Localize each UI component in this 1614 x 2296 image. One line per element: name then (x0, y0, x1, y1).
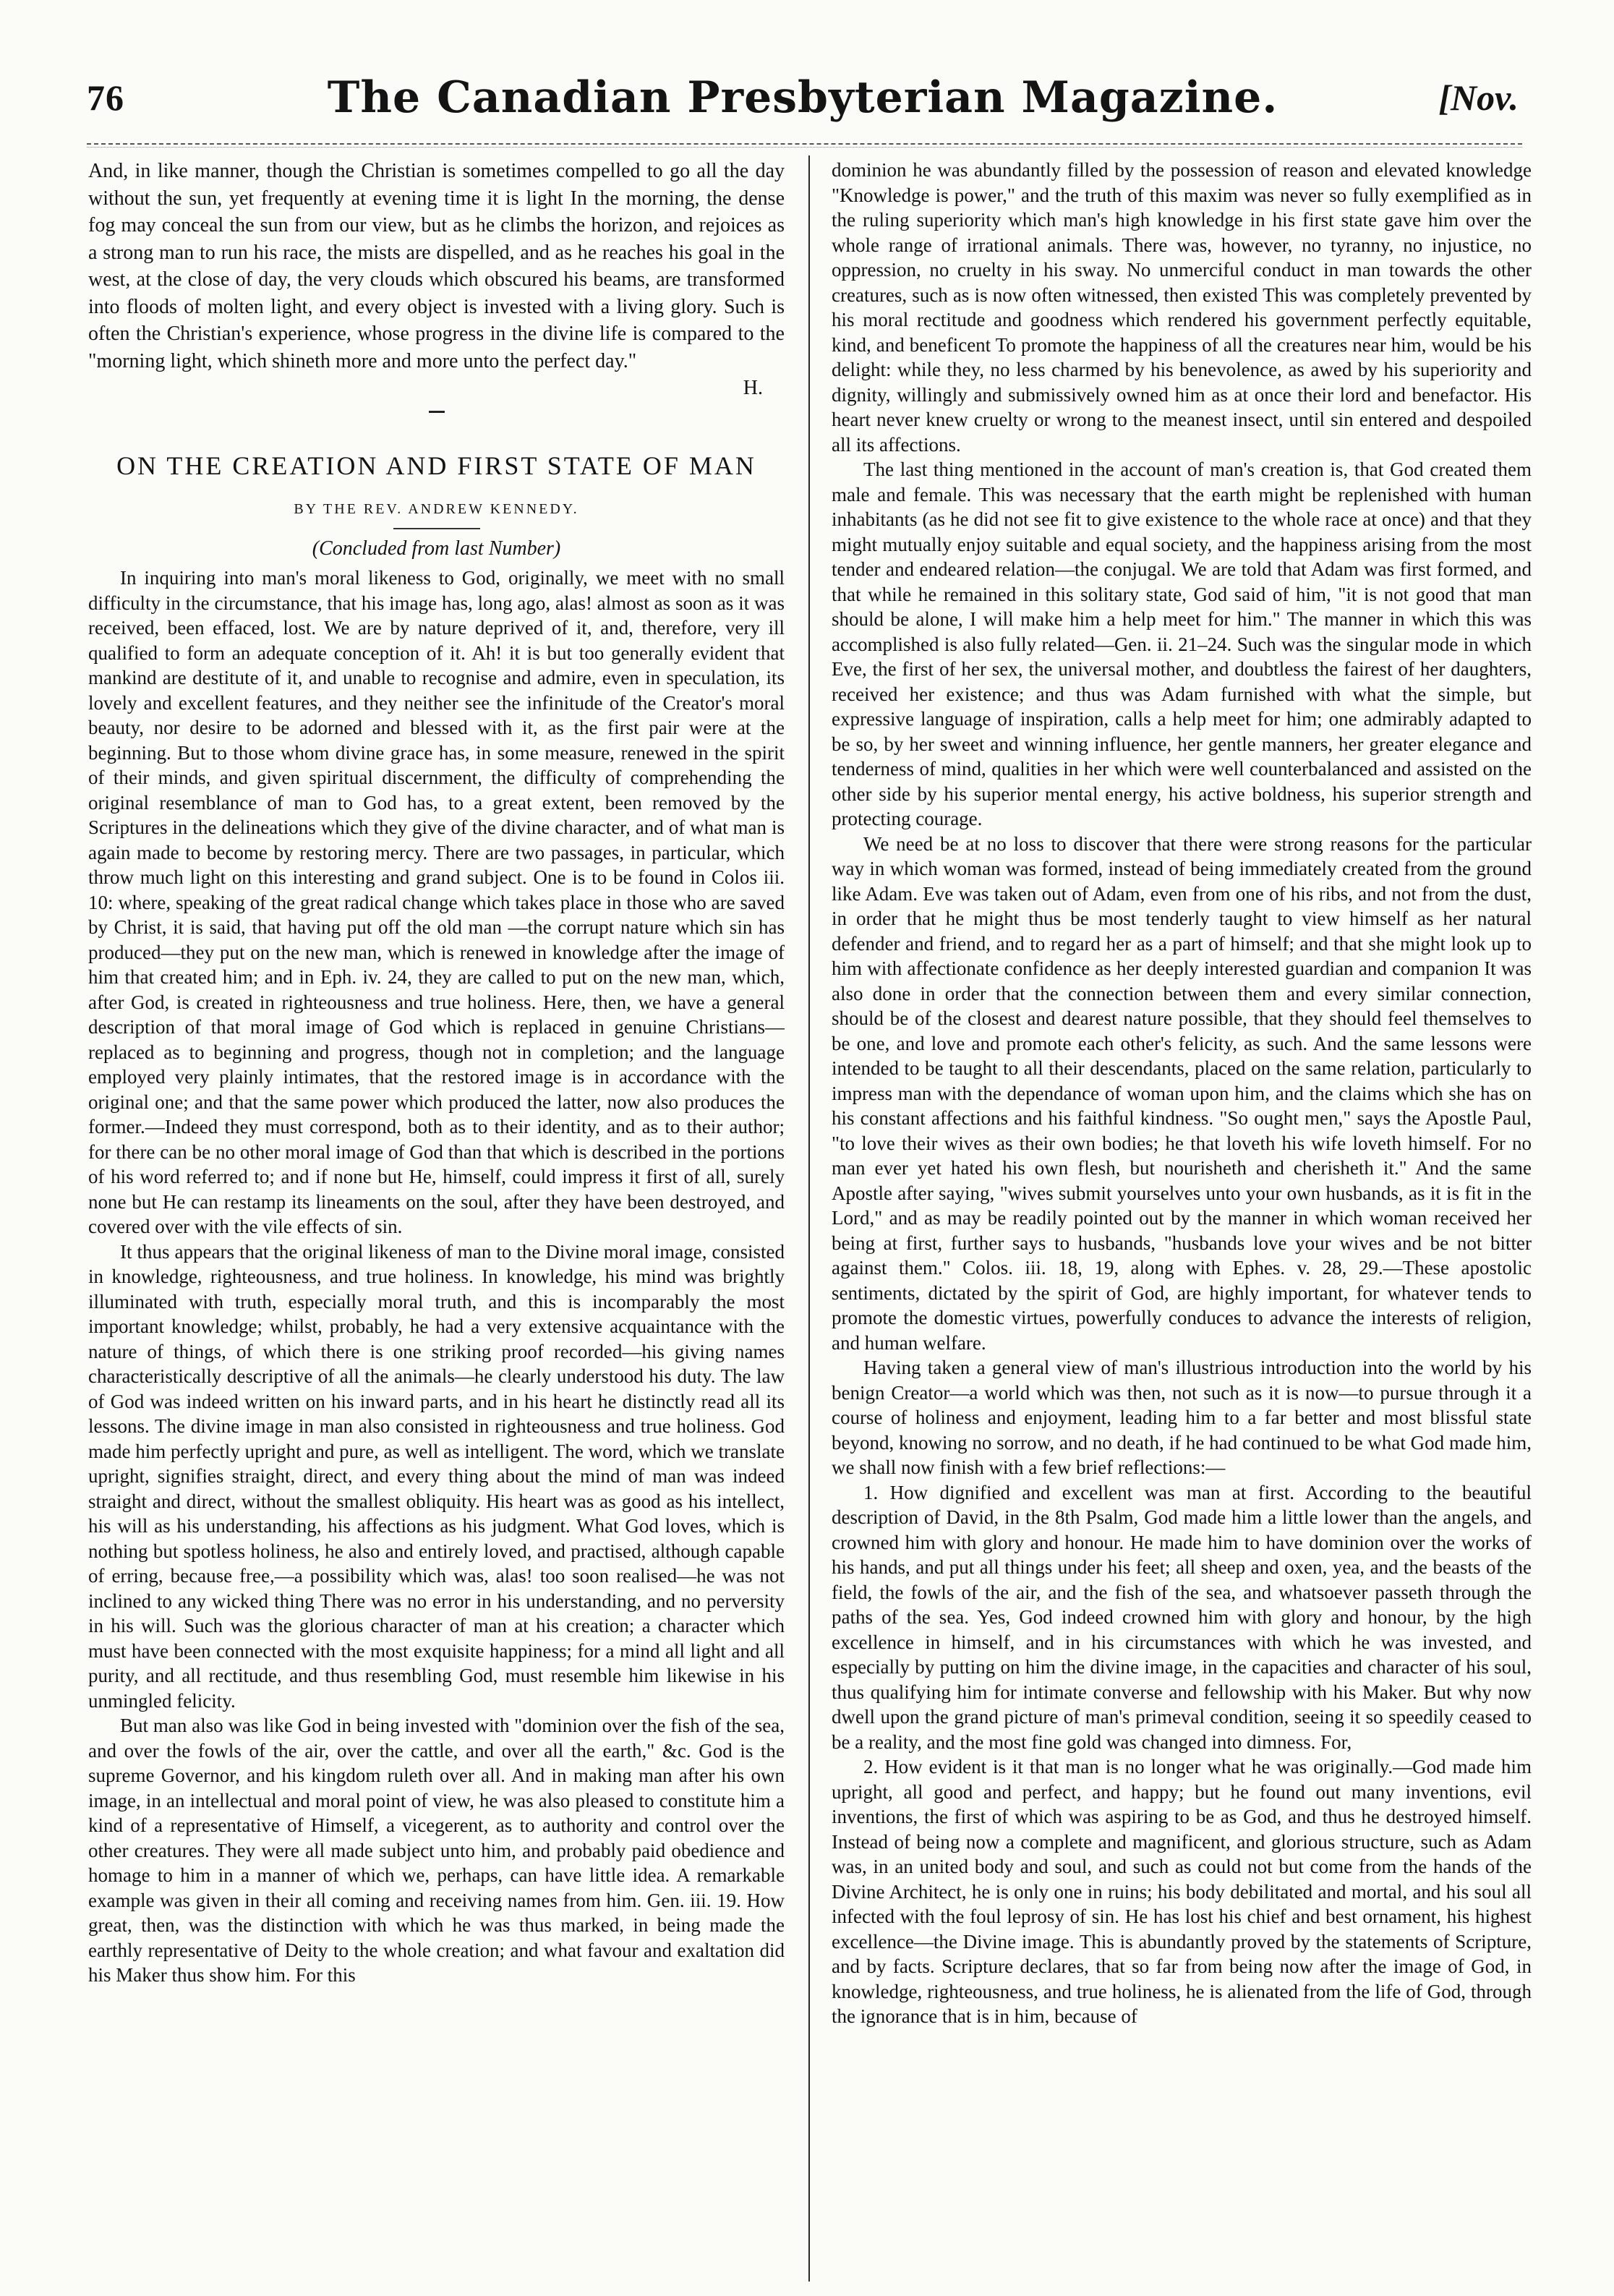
page-header (87, 72, 1519, 152)
article-title: ON THE CREATION AND FIRST STATE OF MAN (116, 451, 756, 480)
issue-month: [Nov. (1438, 77, 1519, 118)
body-paragraph: In inquiring into man's moral likeness to God, originally, we meet with no small difficulty in the circumstance, that his image has, long ago, alas! almost as soon as it was received, been effaced, lost. We are by nature deprived of it, and, therefore, very ill qualified to form an adequate conception of it. Ah! it is but too generally evident that mankind are destitute of it, and unable to recognise and admire, even in speculation, its lovely and excellent features, and they neither see the infinitude of the Creator's moral beauty, nor desire to be adorned and blessed with it, as the first pair were at the beginning. But to those whom divine grace has, in some measure, renewed in the spirit of their minds, and given spiritual discernment, the difficulty of comprehending the original resemblance of man to God has, to a great extent, been removed by the Scriptures in the delineations which they give of the divine character, and of what man is again made to become by restoring mercy. There are two passages, in particular, which throw much light on this interesting and grand subject. One is to be found in Colos iii. 10: where, speaking of the great radical change which takes place in those who are saved by Christ, it is said, that having put off the old man —the corrupt nature which sin has produced—they put on the new man, which is renewed in knowledge after the image of him that created him; and in Eph. iv. 24, they are called to put on the new man, which, after God, is created in righteousness and true holiness. Here, then, we have a general description of that moral image of God which is replaced in genuine Christians—replaced as to beginning and progress, though not in completion; and the language employed very plainly intimates, that the restored image is in accordance with the original one; and that the same power which produced the latter, now also produces the former.—Indeed they must correspond, both as to their identity, and as to their author; for there can be no other moral image of God than that which is described in the portions of his word referred to; and if none but He, himself, could impress it first of all, surely none but He can restamp its lineaments on the soul, after they have been destroyed, and covered over with the vile effects of sin. (88, 567, 785, 1237)
section-divider (429, 411, 445, 413)
body-paragraph: dominion he was abundantly filled by the possession of reason and elevated knowledge "Knowledge is power," and the truth of this maxim was never so fully exemplified as in the ruling superiority which man's high knowledge in his first state gave him over the whole range of irrational animals. There was, however, no tyranny, no injustice, no oppression, no cruelty in his sway. No unmerciful conduct in man towards the other creatures, such as is now often witnessed, then existed This was completely prevented by his moral rectitude and goodness which rendered his government perfectly equitable, kind, and beneficent To promote the happiness of all the creatures near him, would be his delight: while they, no less charmed by his benevolence, as awed by his superiority and dignity, willingly and submissively owned him as at once their lord and benefactor. His heart never knew cruelty or wrong to the meanest insect, until sin entered and despoiled all its affections. (832, 159, 1532, 456)
byline-rule (393, 528, 480, 529)
body-paragraph: It thus appears that the original likeness of man to the Divine moral image, consisted in knowledge, righteousness, and true holiness. In knowledge, his mind was brightly illuminated with truth, especially moral truth, and this is incomparably the most important knowledge; whilst, probably, he had a very extensive acquaintance with the nature of things, of which there is one striking proof recorded—his giving names characteristically descriptive of all the animals—he clearly understood his duty. The law of God was indeed written on his inward parts, and in his heart he distinctly read all its lessons. The divine image in man also consisted in righteousness and true holiness. God made him perfectly upright and pure, as well as intelligent. The word, which we translate upright, signifies straight, direct, and every thing about the mind of man was indeed straight and direct, without the smallest obliquity. His heart was as good as his intellect, his will as his understanding, his affections as his judgment. What God loves, which is nothing but spotless holiness, he also and entirely loved, and practised, although capable of erring, because free,—a possibility which was, alas! too soon realised—he was not inclined to any wicked thing There was no error in his understanding, and no perversity in his will. Such was the glorious character of man at his creation; a character which must have been connected with the most exquisite happiness; for a mind all light and all purity, and all rectitude, and thus resembling God, must resemble him likewise in his unmingled felicity. (88, 1240, 785, 1712)
body-paragraph: 2. How evident is it that man is no longer what he was originally.—God made him upright, all good and perfect, and happy; but he found out many inventions, evil inventions, the first of which was aspiring to be as God, and thus he destroyed himself. Instead of being now a complete and magnificent, and glorious structure, such as Adam was, in an united body and soul, and such as could not but come from the hands of the Divine Architect, he is only one in ruins; his body debilitated and mortal, and his soul all infected with the foul leprosy of sin. He has lost his chief and best ornament, his highest excellence—the Divine image. This is abundantly proved by the statements of Scripture, and by facts. Scripture declares, that so far from being now after the image of God, in knowledge, righteousness, and true holiness, he is alienated from the life of God, through the ignorance that is in him, because of (832, 1756, 1532, 2027)
page-number: 76 (87, 77, 124, 118)
body-paragraph: The last thing mentioned in the account of man's creation is, that God created them male and female. This was necessary that the earth might be replenished with human inhabitants (as he did not see fit to give existence to the whole race at once) and that they might mutually enjoy suitable and equal society, and the happiness arising from the most tender and endeared relation—the conjugal. We are told that Adam was first formed, and that while he remained in this solitary state, God said of him, "it is not good that man should be alone, I will make him a help meet for him." The manner in which this was accomplished is also fully related—Gen. ii. 21–24. Such was the singular mode in which Eve, the first of her sex, the universal mother, and doubtless the fairest of her daughters, received her existence; and thus was Adam furnished with what the simple, but expressive language of inspiration, calls a help meet for him; one admirably adapted to be so, by her sweet and winning influence, her gentle manners, her greater elegance and tenderness of mind, qualities in her which were well counterbalanced and assisted on the other side by his superior mental energy, his active boldness, his superior strength and protecting courage. (832, 458, 1532, 829)
body-paragraph: We need be at no loss to discover that there were strong reasons for the particular way in which woman was formed, instead of being immediately created from the ground like Adam. Eve was taken out of Adam, even from one of his ribs, and not from the dust, in order that he might thus be most tenderly taught to view himself as her natural defender and friend, and to regard her as a part of himself; and that she might look up to him with affectionate confidence as her deeply interested guardian and companion It was also done in order that the connection between them and every similar connection, should be of the closest and dearest nature possible, that they should feel themselves to be one, and love and promote each other's felicity, as such. And the same lessons were intended to be taught to all their descendants, placed on the same relation, particularly to impress man with the dependance of woman upon him, and the claims which she has on his constant affections and his faithful kindness. "So ought men," says the Apostle Paul, "to love their wives as their own bodies; he that loveth his wife loveth himself. For no man ever yet hated his own flesh, but nourisheth and cherisheth it." And the same Apostle after saying, "wives submit yourselves unto your own husbands, as it is fit in the Lord," and as may be readily pointed out by the manner in which woman received her being at first, further says to husbands, "husbands love your wives and be not bitter against them." Colos. iii. 18, 19, along with Ephes. v. 28, 29.—These apostolic sentiments, dictated by the spirit of God, are highly important, for whatever tends to promote the domestic virtues, powerfully conduces to advance the interests of religion, and human welfare. (832, 832, 1532, 1354)
right-column (832, 158, 1532, 2267)
body-paragraph: Having taken a general view of man's illustrious introduction into the world by his benign Creator—a world which was then, not such as it is now—to pursue through it a course of holiness and enjoyment, leading him to a far better and most blissful state beyond, knowing no sorrow, and no death, if he had continued to be what God made him, we shall now finish with a few brief reflections:— (832, 1357, 1532, 1478)
body-paragraph: 1. How dignified and excellent was man at first. According to the beautiful description of David, in the 8th Psalm, God made him a little lower than the angels, and crowned him with glory and honour. He made him to have dominion over the works of his hands, and put all things under his feet; all sheep and oxen, yea, and the beasts of the field, the fowls of the air, and the fish of the sea, and whatsoever passeth through the paths of the sea. Yes, God indeed crowned him with glory and honour, by the high excellence in himself, and in his circumstances with which he was invested, and especially by putting on him the divine image, in the capacities and character of his soul, thus qualifying him for intimate converse and fellowship with his Maker. But why now dwell upon the grand picture of man's primeval condition, seeing it so speedily ceased to be a reality, and the most fine gold was changed into dimness. For, (832, 1481, 1532, 1753)
opening-paragraph: And, in like manner, though the Christian is sometimes compelled to go all the day without the sun, yet frequently at evening time it is light In the morning, the dense fog may conceal the sun from our view, but as he climbs the horizon, and rejoices as a strong man to run his race, the mists are dispelled, and as he reaches his goal in the west, at the close of day, the very clouds which obscured his beams, are transformed into floods of molten light, and every object is invested with a living glory. Such is often the Christian's experience, whose progress in the divine life is compared to the "morning light, which shineth more and more unto the perfect day." (88, 160, 785, 372)
header-rule (87, 143, 1522, 148)
left-column (88, 158, 785, 2267)
signature: H. (743, 377, 763, 399)
body-paragraph: But man also was like God in being invested with "dominion over the fish of the sea, and over the fowls of the air, over the cattle, and over all the earth," &c. God is the supreme Governor, and his kingdom ruleth over all. And in making man after his own image, in an intellectual and moral point of view, he was also pleased to constitute him a kind of a representative of Himself, a vicegerent, as to authority and control over the other creatures. They were all made subject unto him, and probably paid obedience and homage to him in a manner of which we, perhaps, can have little idea. A remarkable example was given in their all coming and receiving names from him. Gen. iii. 19. How great, then, was the distinction with which he was thus marked, in being made the earthly representative of Deity to the whole creation; and what favour and exaltation did his Maker thus show him. For this (88, 1715, 785, 1986)
magazine-title: The Canadian Presbyterian Magazine. (327, 72, 1278, 123)
byline: BY THE REV. ANDREW KENNEDY. (294, 501, 579, 517)
continuation-note: (Concluded from last Number) (312, 537, 561, 560)
column-divider (808, 155, 810, 2282)
